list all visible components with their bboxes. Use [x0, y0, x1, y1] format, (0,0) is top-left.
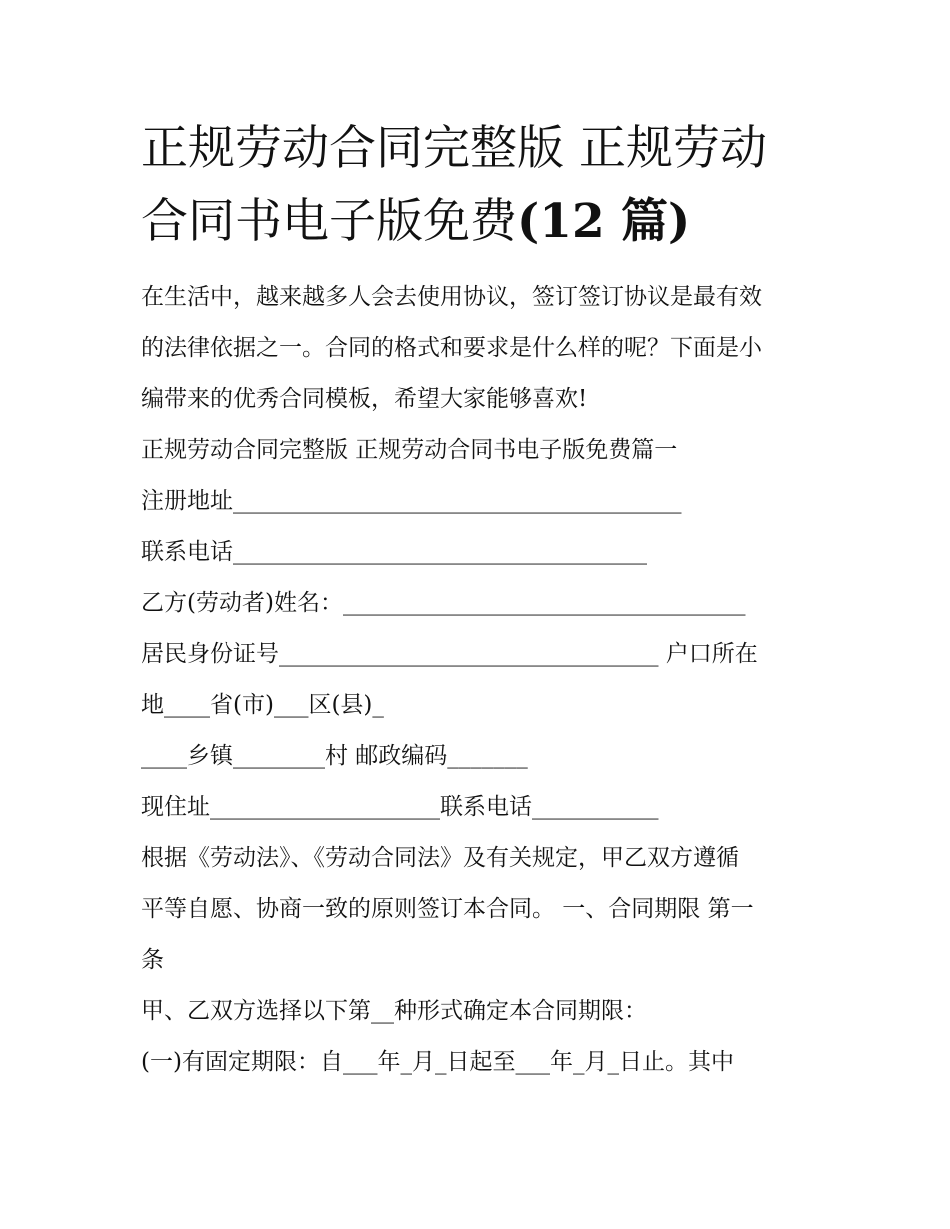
title-line-2: 合同书电子版免费(12 篇)	[141, 194, 691, 249]
intro-line-2: 的法律依据之一。合同的格式和要求是什么样的呢？下面是小	[141, 335, 762, 361]
field-township-line: ____乡镇________村 邮政编码_______	[141, 743, 528, 769]
legal-basis-line-2: 平等自愿、协商一致的原则签订本合同。 一、合同期限 第一	[141, 896, 754, 922]
fixed-term: (一)有固定期限：自___年_月_日起至___年_月_日止。其中	[141, 1049, 734, 1075]
field-hukou-line: 地____省(市)___区(县)_	[141, 692, 384, 718]
field-phone: 联系电话____________________________________	[141, 539, 647, 565]
field-current-address: 现住址____________________联系电话___________	[141, 794, 659, 820]
intro-line-3: 编带来的优秀合同模板，希望大家能够喜欢!	[141, 386, 588, 412]
legal-basis-line-1: 根据《劳动法》、《劳动合同法》及有关规定，甲乙双方遵循	[141, 845, 739, 871]
section-heading: 正规劳动合同完整版 正规劳动合同书电子版免费篇一	[141, 437, 678, 463]
document-title	[141, 112, 821, 258]
term-choice: 甲、乙双方选择以下第__种形式确定本合同期限：	[141, 998, 647, 1024]
field-registered-address: 注册地址_______________________________________	[141, 488, 682, 514]
intro-line-1: 在生活中，越来越多人会去使用协议，签订签订协议是最有效	[141, 284, 762, 310]
field-worker-name: 乙方(劳动者)姓名：___________________________________	[141, 590, 746, 616]
document-page	[141, 112, 821, 1088]
title-line-1: 正规劳动合同完整版 正规劳动	[141, 121, 767, 176]
field-id-number: 居民身份证号_________________________________ 户口所在	[141, 641, 758, 667]
legal-basis-line-3: 条	[141, 947, 164, 973]
